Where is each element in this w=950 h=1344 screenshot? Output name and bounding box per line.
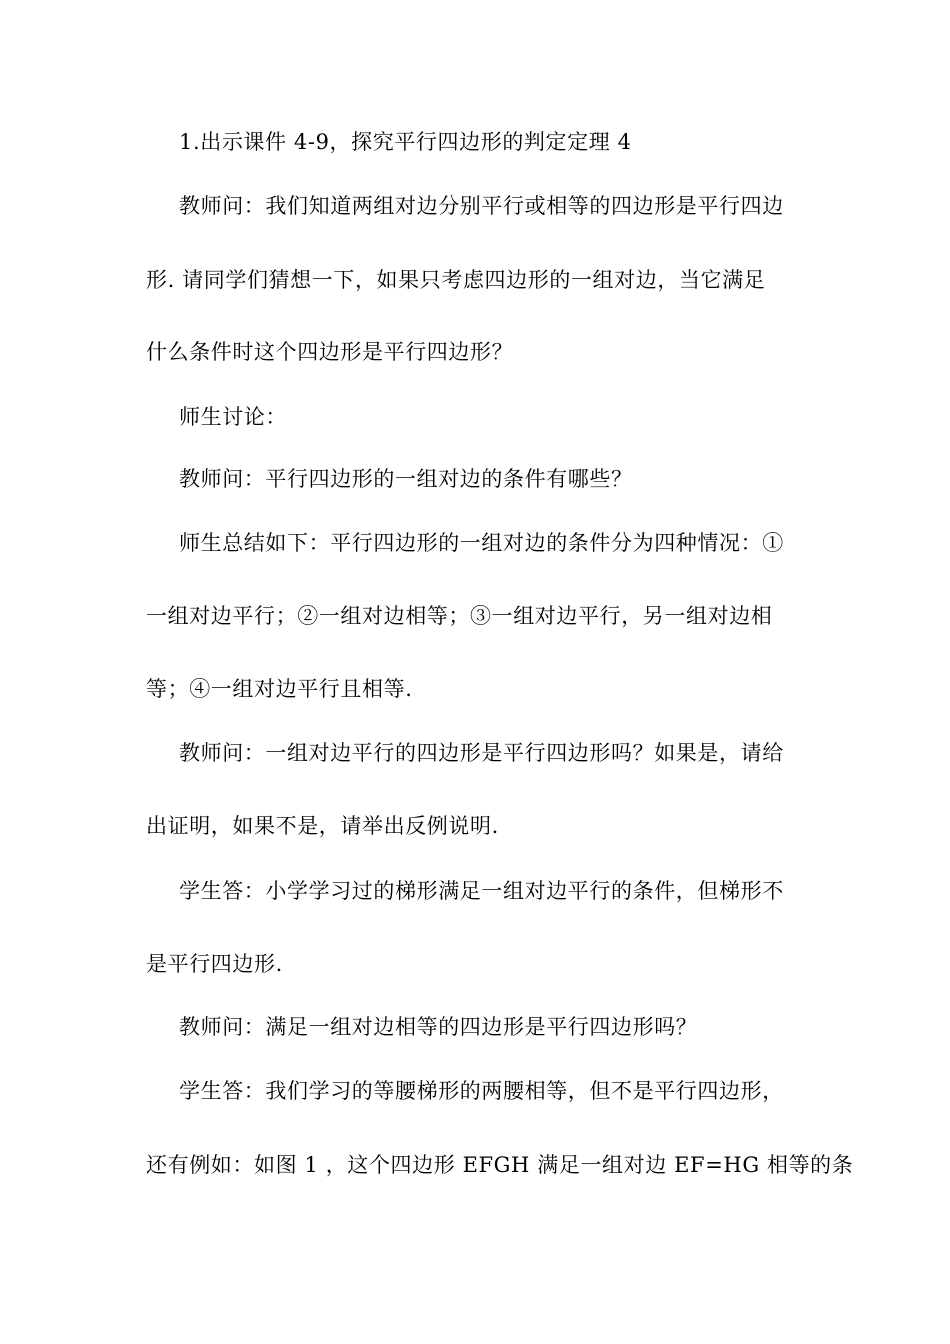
paragraph-line: 还有例如：如图 1 ，这个四边形 EFGH 满足一组对边 EF=HG 相等的条: [146, 1153, 854, 1177]
section-heading: 1.出示课件 4-9，探究平行四边形的判定定理 4: [179, 130, 632, 154]
paragraph-line: 教师问：满足一组对边相等的四边形是平行四边形吗？: [179, 1015, 698, 1039]
paragraph-line: 是平行四边形.: [146, 952, 283, 976]
paragraph-line: 教师问：平行四边形的一组对边的条件有哪些？: [179, 467, 633, 491]
paragraph-line: 教师问：一组对边平行的四边形是平行四边形吗？如果是，请给: [179, 741, 784, 765]
paragraph-line: 学生答：小学学习过的梯形满足一组对边平行的条件，但梯形不: [179, 879, 784, 903]
paragraph-line: 师生讨论：: [179, 405, 287, 429]
paragraph-line: 什么条件时这个四边形是平行四边形？: [146, 340, 514, 364]
paragraph-line: 教师问：我们知道两组对边分别平行或相等的四边形是平行四边: [179, 194, 784, 218]
paragraph-line: 一组对边平行；②一组对边相等；③一组对边平行，另一组对边相: [146, 604, 773, 628]
paragraph-line: 学生答：我们学习的等腰梯形的两腰相等，但不是平行四边形，: [179, 1079, 784, 1103]
paragraph-line: 师生总结如下：平行四边形的一组对边的条件分为四种情况：①: [179, 531, 784, 555]
paragraph-line: 出证明，如果不是，请举出反例说明.: [146, 814, 499, 838]
paragraph-line: 形. 请同学们猜想一下，如果只考虑四边形的一组对边，当它满足: [146, 268, 766, 292]
paragraph-line: 等；④一组对边平行且相等.: [146, 677, 413, 701]
